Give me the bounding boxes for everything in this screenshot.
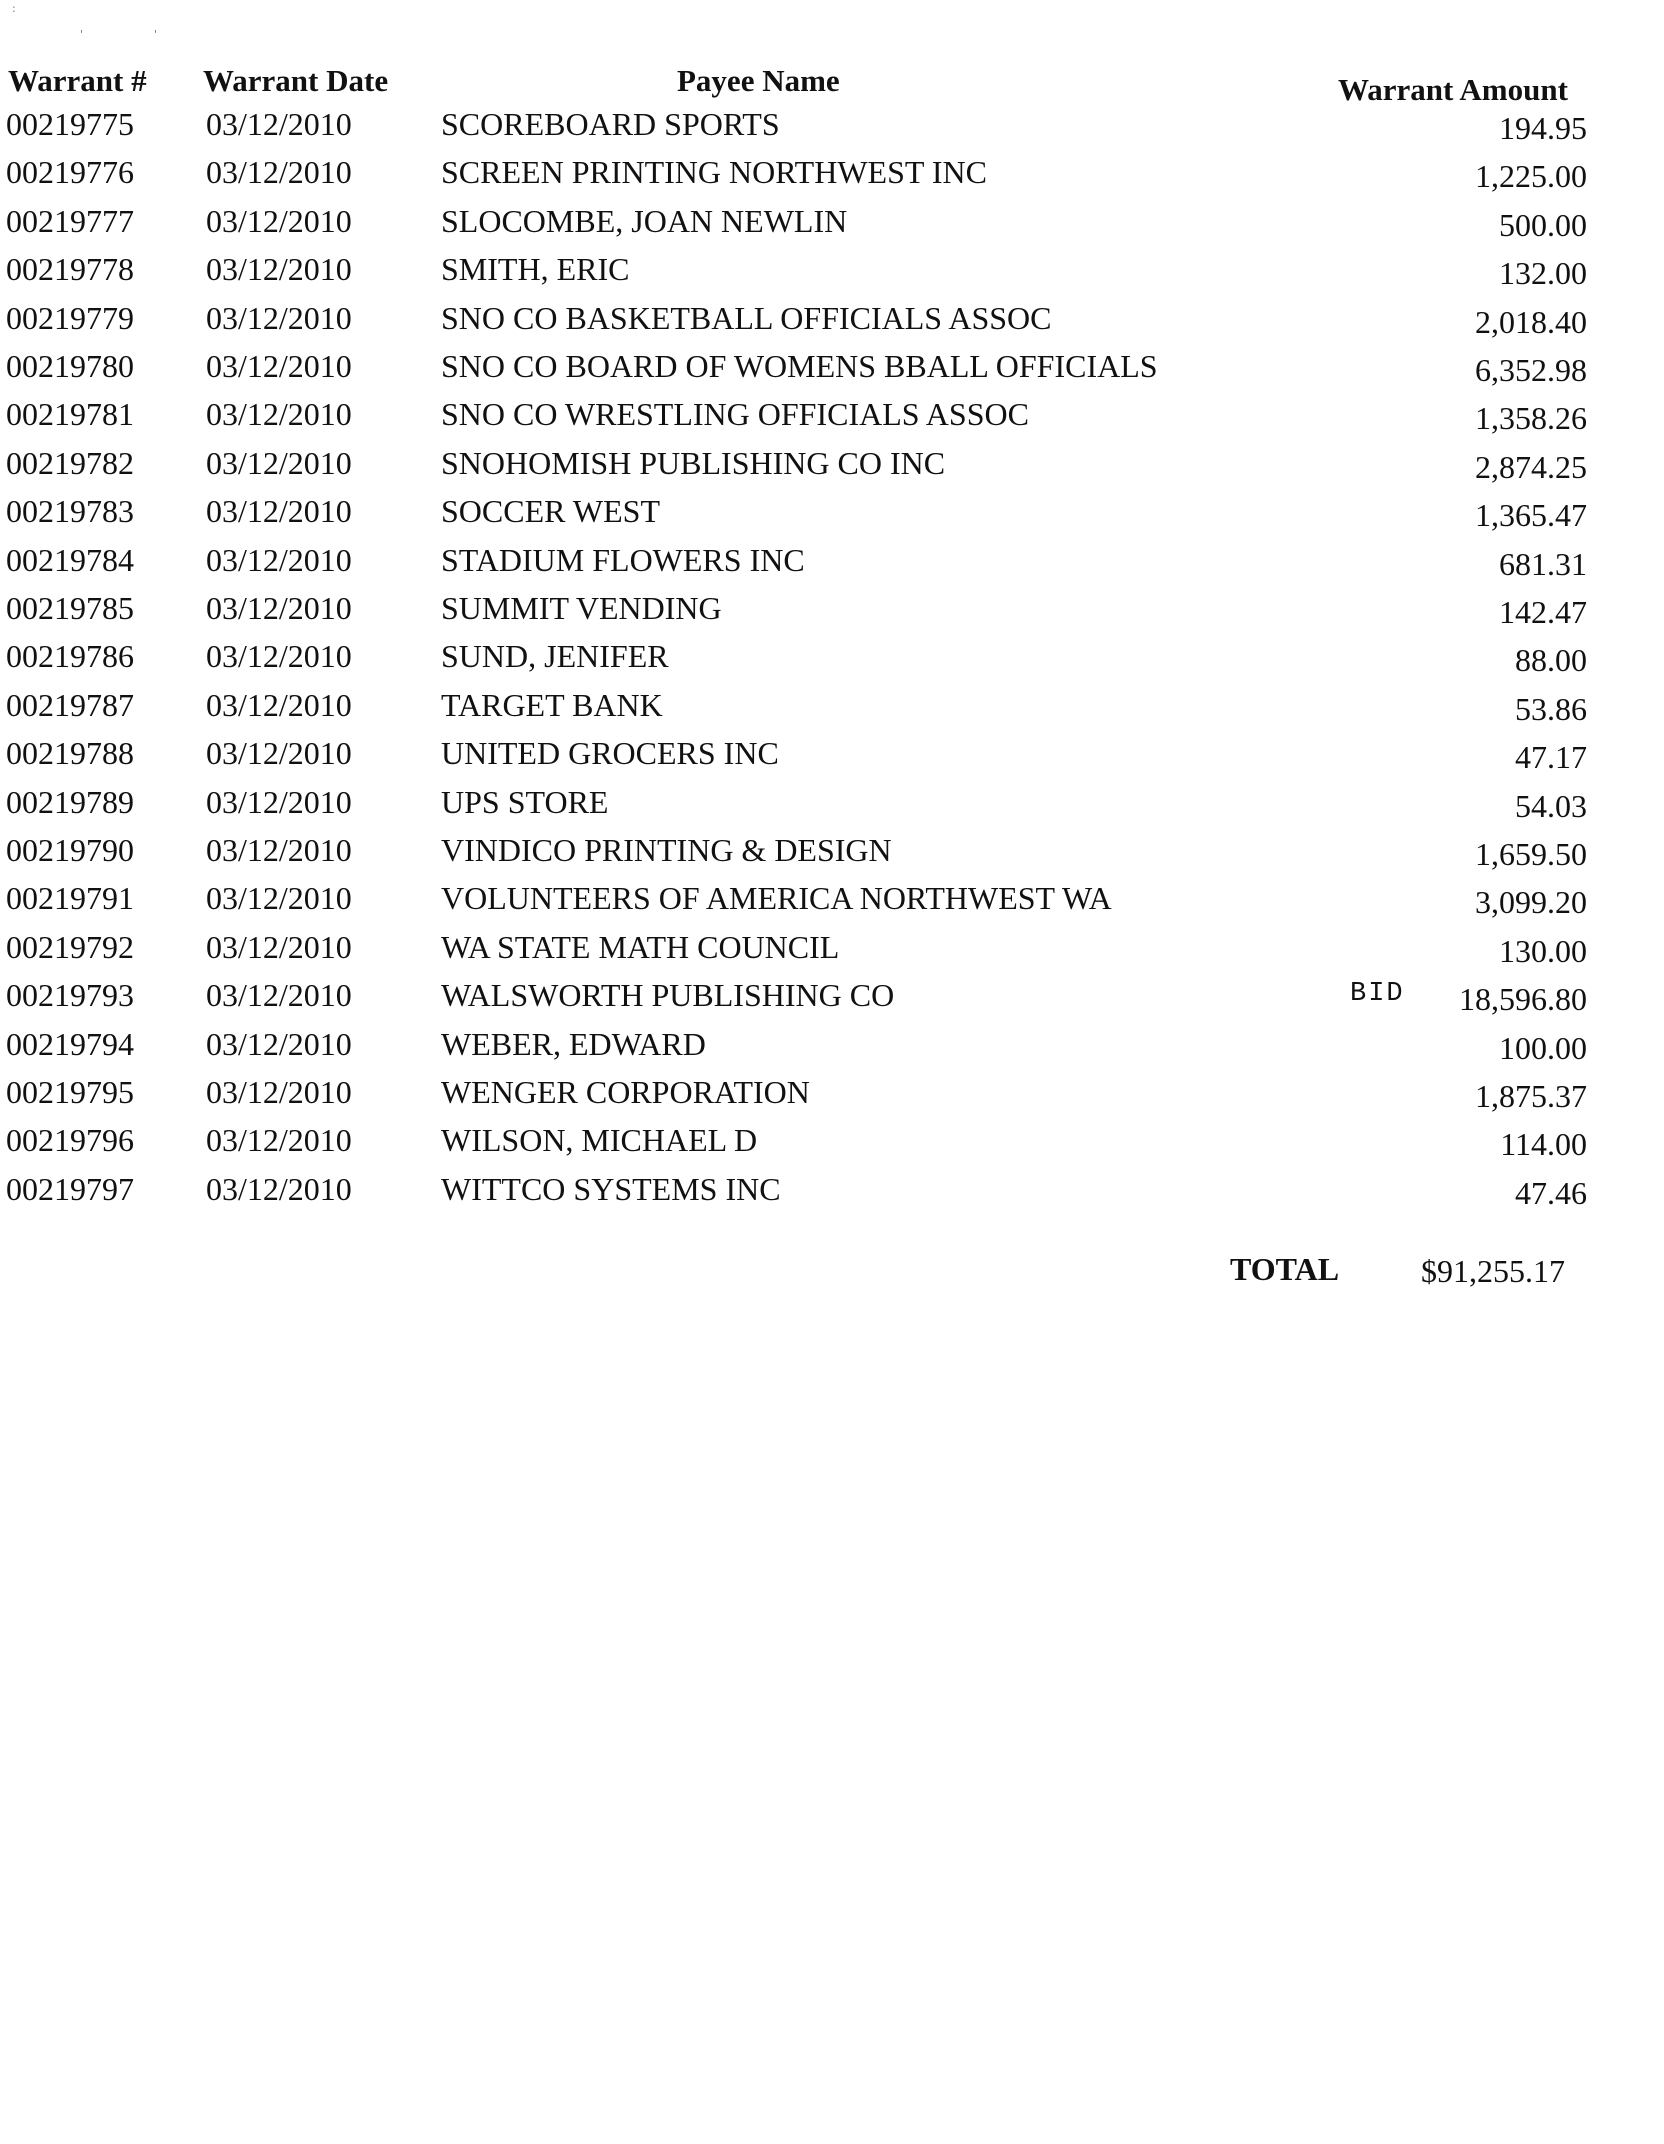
warrant-number-cell: 00219794 (6, 1025, 134, 1062)
table-row (0, 681, 1664, 729)
payee-name-cell: VOLUNTEERS OF AMERICA NORTHWEST WA (441, 880, 1112, 917)
table-row (0, 487, 1664, 535)
table-row (0, 729, 1664, 777)
warrant-amount-cell: 1,358.26 (1475, 400, 1587, 437)
warrant-date-cell: 03/12/2010 (206, 928, 352, 965)
warrant-amount-cell: 2,018.40 (1475, 303, 1587, 340)
warrant-number-cell: 00219792 (6, 928, 134, 965)
table-row (0, 826, 1664, 874)
warrant-number-cell: 00219777 (6, 202, 134, 239)
table-row (0, 294, 1664, 342)
table-row (0, 1068, 1664, 1116)
header-warrant-number: Warrant # (8, 63, 147, 98)
warrant-number-cell: 00219795 (6, 1074, 134, 1110)
warrant-number-cell: 00219786 (6, 638, 134, 675)
warrant-number-cell: 00219775 (6, 106, 134, 142)
warrant-amount-cell: 47.46 (1515, 1174, 1587, 1211)
table-row (0, 197, 1664, 245)
warrant-number-cell: 00219782 (6, 444, 134, 481)
warrant-date-cell: 03/12/2010 (206, 735, 352, 772)
warrant-amount-cell: 1,365.47 (1475, 497, 1587, 534)
warrant-number-cell: 00219793 (6, 977, 134, 1014)
warrant-date-cell: 03/12/2010 (206, 106, 352, 142)
warrant-date-cell: 03/12/2010 (206, 1025, 352, 1062)
header-warrant-amount: Warrant Amount (1338, 72, 1568, 107)
warrant-date-cell: 03/12/2010 (206, 541, 352, 578)
warrant-amount-cell: 2,874.25 (1475, 448, 1587, 485)
warrant-amount-cell: 500.00 (1499, 206, 1587, 243)
payee-name-cell: WITTCO SYSTEMS INC (441, 1170, 781, 1207)
table-row (0, 1165, 1664, 1213)
payee-name-cell: STADIUM FLOWERS INC (441, 541, 805, 578)
warrant-amount-cell: 114.00 (1500, 1126, 1587, 1163)
warrant-amount-cell: 132.00 (1499, 255, 1587, 292)
warrant-number-cell: 00219784 (6, 541, 134, 578)
warrant-date-cell: 03/12/2010 (206, 590, 352, 626)
table-row (0, 1020, 1664, 1068)
payee-name-cell: SNO CO BOARD OF WOMENS BBALL OFFICIALS (441, 348, 1158, 384)
total-label: TOTAL (1230, 1251, 1340, 1287)
table-row (0, 1116, 1664, 1164)
warrant-number-cell: 00219780 (6, 348, 134, 384)
warrant-amount-cell: 100.00 (1499, 1029, 1587, 1066)
warrant-date-cell: 03/12/2010 (206, 638, 352, 675)
warrant-number-cell: 00219785 (6, 590, 134, 626)
warrant-number-cell: 00219779 (6, 299, 134, 336)
warrant-number-cell: 00219791 (6, 880, 134, 917)
warrant-date-cell: 03/12/2010 (206, 251, 352, 288)
warrant-amount-cell: 194.95 (1499, 110, 1587, 146)
payee-name-cell: SCOREBOARD SPORTS (441, 106, 780, 142)
warrant-number-cell: 00219787 (6, 686, 134, 723)
payee-name-cell: SNOHOMISH PUBLISHING CO INC (441, 444, 946, 481)
warrant-date-cell: 03/12/2010 (206, 348, 352, 384)
table-row (0, 536, 1664, 584)
warrant-number-cell: 00219790 (6, 832, 134, 868)
table-row (0, 874, 1664, 922)
table-row (0, 971, 1664, 1019)
table-row (0, 778, 1664, 826)
warrant-date-cell: 03/12/2010 (206, 1122, 352, 1159)
warrant-amount-cell: 681.31 (1499, 545, 1587, 582)
table-row (0, 390, 1664, 438)
warrant-amount-cell: 6,352.98 (1475, 352, 1587, 388)
warrant-date-cell: 03/12/2010 (206, 783, 352, 820)
payee-name-cell: UPS STORE (441, 783, 609, 820)
warrant-amount-cell: 54.03 (1515, 787, 1587, 824)
payee-name-cell: SUND, JENIFER (441, 638, 669, 675)
payee-name-cell: UNITED GROCERS INC (441, 735, 779, 772)
warrant-amount-cell: 3,099.20 (1475, 884, 1587, 921)
warrant-date-cell: 03/12/2010 (206, 977, 352, 1014)
header-warrant-date: Warrant Date (203, 63, 389, 98)
warrant-date-cell: 03/12/2010 (206, 832, 352, 868)
table-row (0, 439, 1664, 487)
payee-name-cell: SNO CO WRESTLING OFFICIALS ASSOC (441, 396, 1029, 433)
warrant-date-cell: 03/12/2010 (206, 299, 352, 336)
payee-name-cell: WA STATE MATH COUNCIL (441, 928, 840, 965)
table-row (0, 632, 1664, 680)
table-row (0, 923, 1664, 971)
payee-name-cell: SLOCOMBE, JOAN NEWLIN (441, 202, 848, 239)
table-row (0, 245, 1664, 293)
table-row (0, 100, 1664, 148)
warrant-amount-cell: 47.17 (1515, 739, 1587, 776)
warrant-number-cell: 00219789 (6, 783, 134, 820)
warrant-date-cell: 03/12/2010 (206, 686, 352, 723)
warrant-date-cell: 03/12/2010 (206, 1074, 352, 1110)
warrant-number-cell: 00219796 (6, 1122, 134, 1159)
warrant-amount-cell: 142.47 (1499, 594, 1587, 630)
payee-name-cell: WENGER CORPORATION (441, 1074, 810, 1110)
warrant-amount-cell: 1,875.37 (1475, 1078, 1587, 1114)
warrant-number-cell: 00219776 (6, 154, 134, 191)
warrant-amount-cell: 1,659.50 (1475, 836, 1587, 872)
warrant-date-cell: 03/12/2010 (206, 202, 352, 239)
header-payee-name: Payee Name (677, 63, 840, 98)
scan-speck: ' (80, 28, 84, 41)
warrant-amount-cell: 18,596.80 (1459, 981, 1587, 1018)
payee-name-cell: SOCCER WEST (441, 493, 660, 530)
scan-speck: ' (154, 28, 158, 41)
warrant-number-cell: 00219781 (6, 396, 134, 433)
table-row (0, 342, 1664, 390)
payee-name-cell: SNO CO BASKETBALL OFFICIALS ASSOC (441, 299, 1052, 336)
payee-name-cell: SCREEN PRINTING NORTHWEST INC (441, 154, 987, 191)
payee-name-cell: WALSWORTH PUBLISHING CO (441, 977, 895, 1014)
note-cell: BID (1350, 979, 1405, 1010)
warrant-date-cell: 03/12/2010 (206, 880, 352, 917)
warrant-date-cell: 03/12/2010 (206, 1170, 352, 1207)
warrant-date-cell: 03/12/2010 (206, 444, 352, 481)
payee-name-cell: SMITH, ERIC (441, 251, 630, 288)
payee-name-cell: TARGET BANK (441, 686, 663, 723)
warrant-number-cell: 00219778 (6, 251, 134, 288)
table-row (0, 148, 1664, 196)
warrant-number-cell: 00219783 (6, 493, 134, 530)
warrant-amount-cell: 53.86 (1515, 690, 1587, 727)
payee-name-cell: WILSON, MICHAEL D (441, 1122, 758, 1159)
warrant-amount-cell: 1,225.00 (1475, 158, 1587, 195)
warrant-amount-cell: 130.00 (1499, 932, 1587, 969)
warrant-number-cell: 00219788 (6, 735, 134, 772)
warrant-date-cell: 03/12/2010 (206, 154, 352, 191)
warrant-date-cell: 03/12/2010 (206, 396, 352, 433)
warrant-number-cell: 00219797 (6, 1170, 134, 1207)
warrant-date-cell: 03/12/2010 (206, 493, 352, 530)
warrant-amount-cell: 88.00 (1515, 642, 1587, 679)
payee-name-cell: VINDICO PRINTING & DESIGN (441, 832, 892, 868)
total-value: $91,255.17 (1421, 1253, 1565, 1289)
table-row (0, 584, 1664, 632)
payee-name-cell: SUMMIT VENDING (441, 590, 722, 626)
scan-speck: : (12, 2, 16, 15)
payee-name-cell: WEBER, EDWARD (441, 1025, 706, 1062)
